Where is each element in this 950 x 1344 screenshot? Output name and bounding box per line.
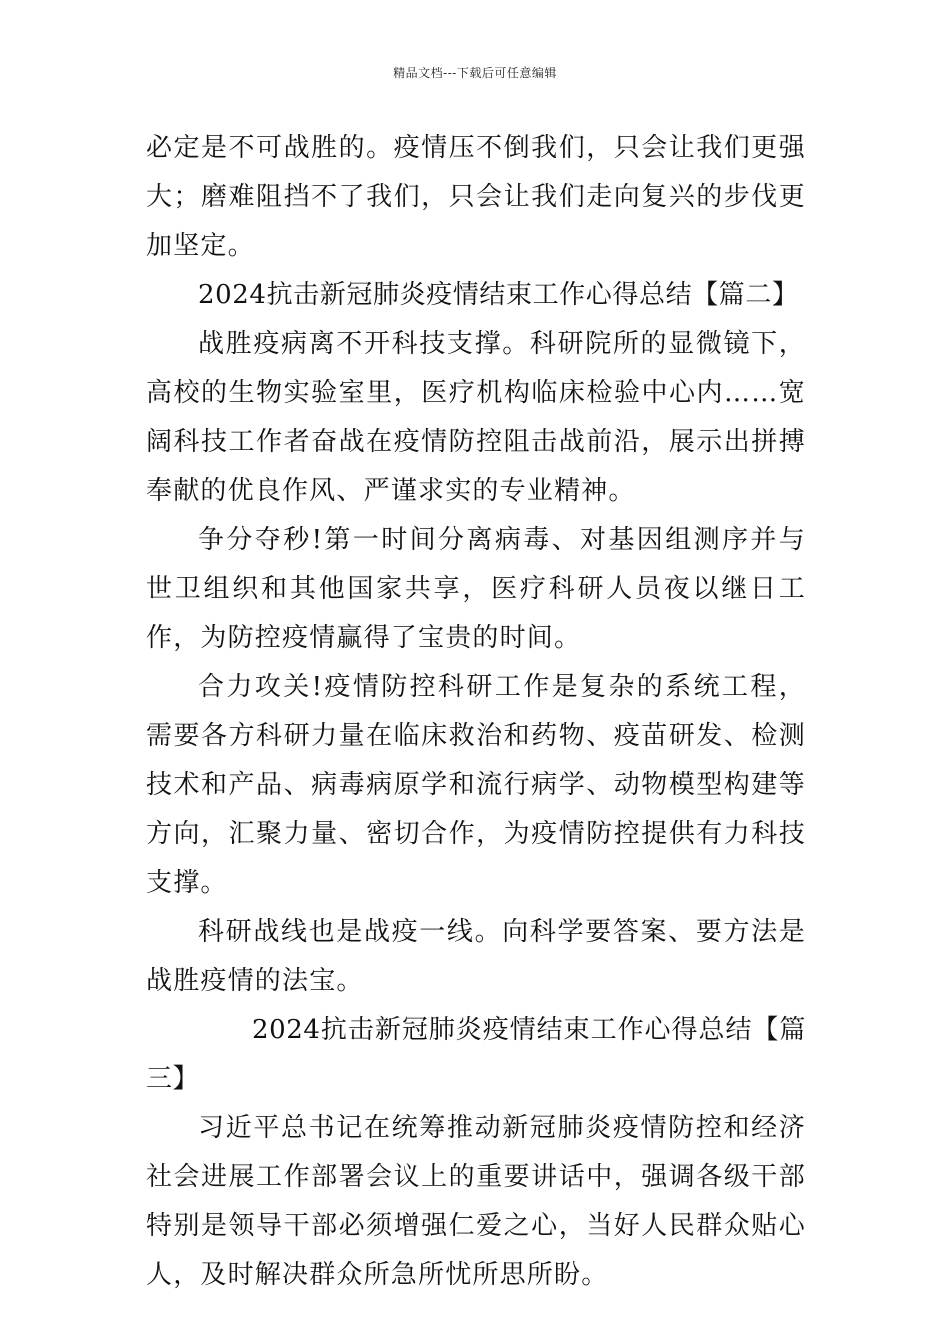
paragraph-research-frontline: 科研战线也是战疫一线。向科学要答案、要方法是战胜疫情的法宝。 [146, 917, 806, 996]
document-body [146, 124, 806, 1300]
paragraph-joint-effort: 合力攻关!疫情防控科研工作是复杂的系统工程，需要各方科研力量在临床救治和药物、疫苗研发、检测技术和产品、病毒病原学和流行病学、动物模型构建等方向，汇聚力量、密切合作，为疫情防控提供有力科技支撑。 [146, 672, 806, 898]
paragraph-leadership: 习近平总书记在统筹推动新冠肺炎疫情防控和经济社会进展工作部署会议上的重要讲话中，强调各级干部特别是领导干部必须增强仁爱之心，当好人民群众贴心人，及时解决群众所急所忧所思所盼。 [146, 1113, 806, 1290]
paragraph-race-against-time: 争分夺秒!第一时间分离病毒、对基因组测序并与世卫组织和其他国家共享，医疗科研人员夜以继日工作，为防控疫情赢得了宝贵的时间。 [146, 525, 806, 653]
paragraph-tech-support: 战胜疫病离不开科技支撑。科研院所的显微镜下，高校的生物实验室里，医疗机构临床检验中心内……宽阔科技工作者奋战在疫情防控阻击战前沿，展示出拼搏奉献的优良作风、严谨求实的专业精神。 [146, 329, 806, 506]
page-header: 精品文档---下载后可任意编辑 [393, 66, 557, 80]
section-heading-part-three: 2024抗击新冠肺炎疫情结束工作心得总结【篇三】 [146, 1015, 806, 1094]
paragraph-continuation: 必定是不可战胜的。疫情压不倒我们，只会让我们更强大；磨难阻挡不了我们，只会让我们走向复兴的步伐更加坚定。 [146, 133, 806, 261]
section-heading-part-two: 2024抗击新冠肺炎疫情结束工作心得总结【篇二】 [198, 280, 799, 310]
